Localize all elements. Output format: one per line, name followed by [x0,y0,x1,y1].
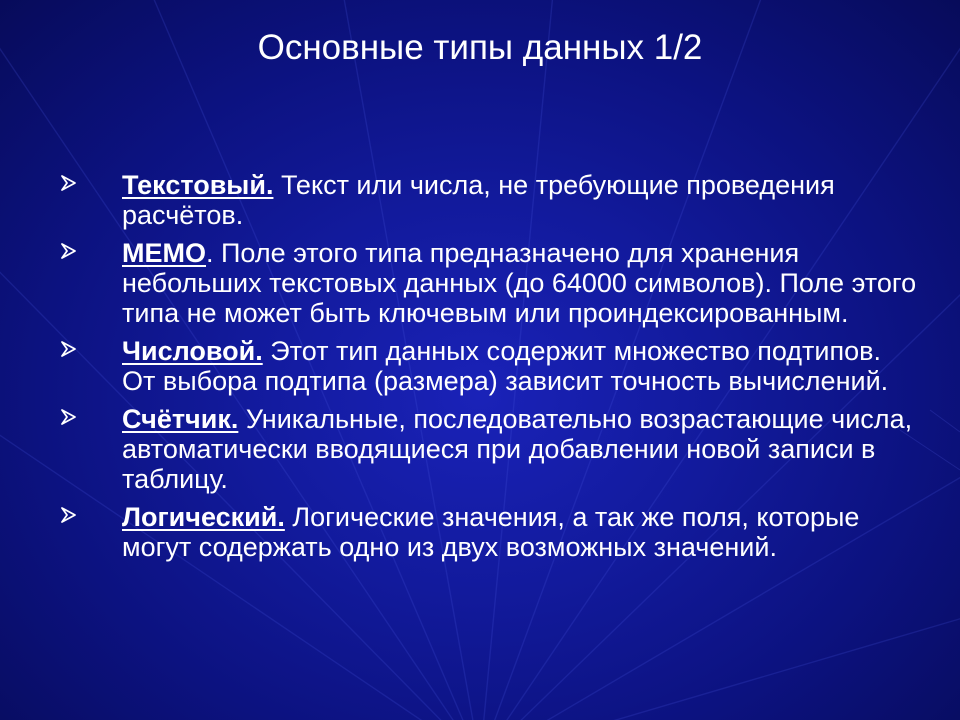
arrowhead-icon [58,336,82,366]
list-item [58,502,918,562]
arrowhead-icon [58,238,82,268]
term-label: Счётчик. [122,404,239,434]
term-description: Логические значения, а так же поля, которые могут содержать одно из двух возможных значений. [122,502,860,562]
list-item [58,336,918,396]
bullet-list [58,170,918,570]
term-description: Этот тип данных содержит множество подтипов. От выбора подтипа (размера) зависит точность вычислений. [122,336,889,396]
list-item [58,170,918,230]
term-description: Уникальные, последовательно возрастающие числа, автоматически вводящиеся при добавлении новой записи в таблицу. [122,404,913,494]
term-label: Текстовый. [122,170,274,200]
arrowhead-icon [58,170,82,200]
term-description: . Поле этого типа предназначено для хранения небольших текстовых данных (до 64000 символов). Поле этого типа не может быть ключевым или проиндексированным. [122,238,917,328]
term-description: Текст или числа, не требующие проведения расчётов. [122,170,835,230]
list-item [58,238,918,328]
arrowhead-icon [58,502,82,532]
term-label: МЕМО [122,238,206,268]
term-label: Числовой. [122,336,263,366]
list-item [58,404,918,494]
term-label: Логический. [122,502,285,532]
arrowhead-icon [58,404,82,434]
page-title: Основные типы данных 1/2 [257,28,703,67]
